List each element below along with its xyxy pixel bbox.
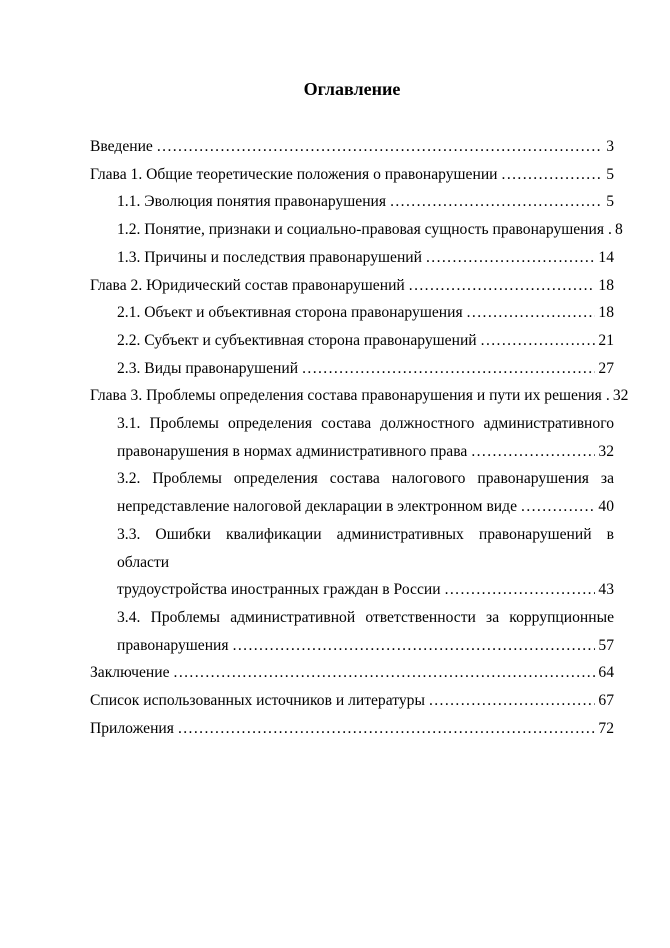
toc-entry-row [117, 216, 623, 244]
toc-entry [90, 133, 614, 161]
toc-entry-row [117, 576, 614, 604]
toc-entry-text: Заключение [90, 664, 170, 682]
dot-leader [174, 659, 596, 687]
toc-entry-row [117, 327, 614, 355]
toc-entry-text: трудоустройства иностранных граждан в России [117, 581, 441, 599]
toc-entry [117, 188, 614, 216]
toc-entry [90, 687, 614, 715]
toc-entry-row [117, 632, 614, 660]
dot-leader [606, 382, 610, 410]
toc-entry-row [117, 299, 614, 327]
toc-entry [117, 299, 614, 327]
dot-leader [409, 272, 596, 300]
toc-entry-text: 3.4. Проблемы административной ответственности за коррупционные [117, 608, 614, 626]
toc-page-number: 18 [598, 276, 614, 294]
dot-leader [471, 438, 595, 466]
toc-entry-row [117, 355, 614, 383]
toc-page-number: 64 [598, 664, 614, 682]
toc-entry-text: 1.1. Эволюция понятия правонарушения [117, 193, 387, 211]
toc-page-number: 57 [598, 636, 614, 654]
toc-entry [117, 465, 614, 520]
toc-entry [117, 355, 614, 383]
toc-entry-row [90, 659, 614, 687]
toc-page-number: 5 [606, 165, 614, 183]
toc-entry-text: правонарушения в нормах административного права [117, 442, 468, 460]
toc-entry [90, 272, 614, 300]
dot-leader [302, 355, 595, 383]
toc-entry-text: 3.2. Проблемы определения состава налогового правонарушения за [117, 470, 614, 488]
toc-page-number: 72 [598, 719, 614, 737]
toc-page-number: 3 [606, 138, 614, 155]
toc-page-number: 18 [598, 304, 614, 322]
toc-entry-text: 2.3. Виды правонарушений [117, 359, 299, 377]
toc-page-number: 14 [598, 248, 614, 266]
toc-entry-row [117, 188, 614, 216]
dot-leader [426, 244, 595, 272]
toc-entry-row [117, 438, 614, 466]
toc-entry [90, 659, 614, 687]
toc-entry [90, 161, 614, 189]
toc-entry-text: 3.3. Ошибки квалификации административных правонарушений в области [117, 525, 614, 571]
toc-page-number: 8 [615, 221, 623, 239]
toc-page-number: 43 [598, 581, 614, 599]
toc-page-number: 67 [598, 692, 614, 710]
toc-page-number: 40 [598, 498, 614, 516]
toc-entry [90, 382, 629, 410]
dot-leader [429, 687, 595, 715]
toc-entry-row [90, 687, 614, 715]
dot-leader [445, 576, 596, 604]
toc-entry [90, 715, 614, 743]
toc-entry-text: Приложения [90, 719, 174, 737]
toc-entry-text: непредставление налоговой декларации в электронном виде [117, 498, 518, 516]
toc-entry [117, 604, 614, 659]
toc-entry-row [117, 493, 614, 521]
dot-leader [608, 216, 612, 244]
toc-entry-row [90, 715, 614, 743]
dot-leader [467, 299, 596, 327]
dot-leader [481, 327, 596, 355]
dot-leader [178, 715, 595, 743]
toc-entry-row [90, 382, 629, 410]
toc-entry-text: Введение [90, 138, 153, 155]
toc-entry-text: Глава 3. Проблемы определения состава правонарушения и пути их решения [90, 387, 602, 405]
toc-entry-row [90, 161, 614, 189]
toc-entry [117, 216, 623, 244]
toc-entry-text: 1.3. Причины и последствия правонарушений [117, 248, 422, 266]
dot-leader [233, 632, 596, 660]
toc-page-number: 5 [606, 193, 614, 211]
toc-entry-row [90, 272, 614, 300]
dot-leader [157, 133, 603, 161]
toc-entry [117, 521, 614, 604]
toc-page-number: 27 [598, 359, 614, 377]
toc-entry-text: 3.1. Проблемы определения состава должностного административного [117, 415, 614, 433]
toc-entry [117, 244, 614, 272]
page-title: Оглавление [303, 79, 401, 99]
toc-entry-text: Глава 2. Юридический состав правонарушений [90, 276, 405, 294]
table-of-contents [90, 133, 629, 742]
toc-page-number: 32 [598, 442, 614, 460]
toc-entry-text: 2.1. Объект и объективная сторона правонарушения [117, 304, 463, 322]
toc-entry-text: 2.2. Субъект и субъективная сторона правонарушений [117, 331, 477, 349]
toc-entry [117, 410, 614, 465]
dot-leader [521, 493, 595, 521]
toc-entry-row [117, 244, 614, 272]
toc-entry-row [90, 133, 614, 161]
dot-leader [502, 161, 604, 189]
toc-page-number: 21 [598, 331, 614, 349]
dot-leader [390, 188, 603, 216]
toc-entry-text: 1.2. Понятие, признаки и социально-правовая сущность правонарушения [117, 221, 605, 239]
toc-page-number: 32 [612, 387, 629, 405]
toc-entry-text: Список использованных источников и литературы [90, 692, 425, 710]
toc-entry-text: правонарушения [117, 636, 229, 654]
toc-entry-text: Глава 1. Общие теоретические положения о правонарушении [90, 165, 498, 183]
toc-entry [117, 327, 614, 355]
